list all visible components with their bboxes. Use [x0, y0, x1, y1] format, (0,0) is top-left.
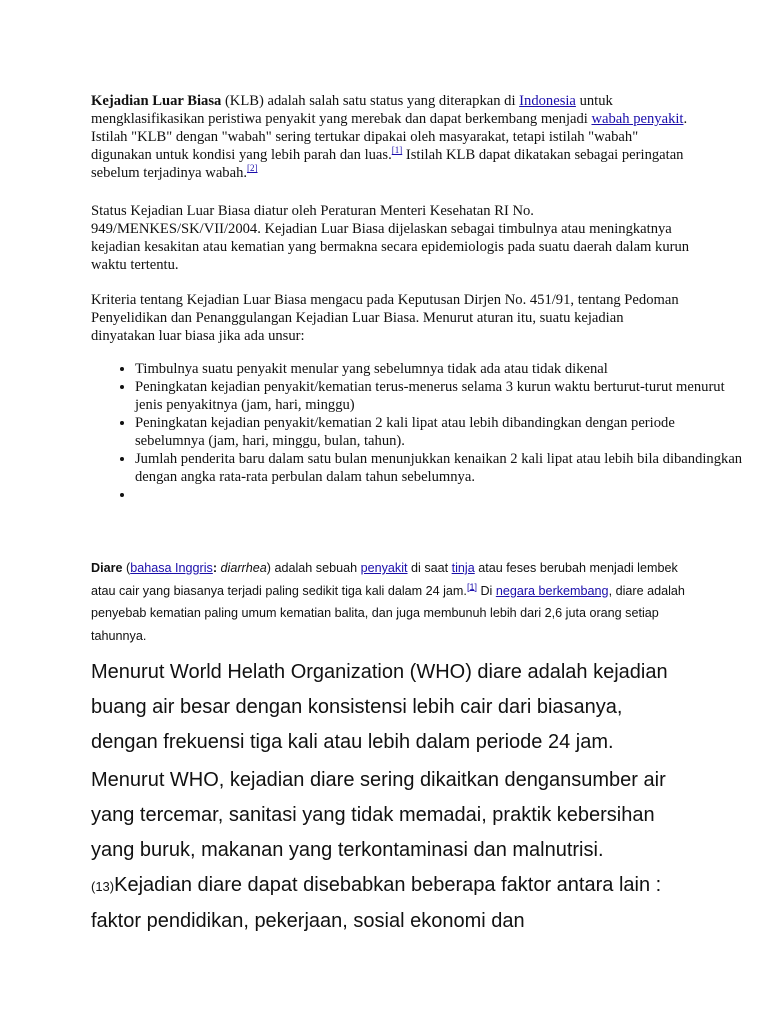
italic-term: diarrhea	[220, 561, 267, 575]
text: :	[212, 561, 221, 575]
text: ) adalah sebuah	[266, 561, 361, 575]
text: Kejadian diare dapat disebabkan beberapa faktor antara lain : faktor pendidikan, pekerjaan, sosial ekonomi dan	[91, 874, 662, 932]
diare-term: Diare	[91, 561, 123, 575]
klb-criteria-intro: Kriteria tentang Kejadian Luar Biasa mengacu pada Keputusan Dirjen No. 451/91, tentang Pedoman Penyelidikan dan Penanggulangan Kejadian Luar Biasa. Menurut aturan itu, suatu kejadian dinyatakan luar biasa jika ada unsur:	[91, 292, 679, 344]
klb-term: Kejadian Luar Biasa	[91, 93, 222, 109]
text: . Istilah "KLB" dengan "wabah" sering tertukar dipakai oleh masyarakat, tetapi istilah "wabah" digunakan untuk kondisi yang lebih parah dan luas.	[91, 111, 688, 163]
list-item-empty	[135, 486, 745, 504]
ref-1[interactable]: [1]	[466, 581, 477, 592]
link-bahasa-inggris[interactable]: bahasa Inggris	[130, 561, 213, 575]
text: , diare adalah penyebab kematian paling umum kematian balita, dan juga membunuh lebih dari 2,6 juta orang setiap tahunnya.	[91, 583, 685, 643]
link-penyakit[interactable]: penyakit	[360, 561, 408, 575]
klb-status-paragraph: Status Kejadian Luar Biasa diatur oleh Peraturan Menteri Kesehatan RI No. 949/MENKES/SK/VII/2004. Kejadian Luar Biasa dijelaskan sebagai timbulnya atau meningkatnya kejadian kesakitan atau kematian yang bermakna secara epidemiologis pada suatu daerah dalam kurun waktu tertentu.	[91, 203, 690, 273]
ref-1[interactable]: [1]	[391, 145, 403, 156]
klb-intro-paragraph	[91, 92, 691, 182]
text: Menurut WHO, kejadian diare sering dikaitkan dengansumber air yang tercemar, sanitasi yang tidak memadai, praktik kebersihan yang buruk, makanan yang terkontaminasi dan malnutrisi.	[91, 769, 666, 861]
list-item: • Timbulnya suatu penyakit menular yang sebelumnya tidak ada atau tidak dikenal	[135, 360, 745, 378]
who-definition-paragraph: Menurut World Helath Organization (WHO) diare adalah kejadian buang air besar dengan konsistensi lebih cair dari biasanya, dengan frekuensi tiga kali atau lebih dalam periode 24 jam.	[91, 661, 668, 753]
text: Di	[476, 583, 496, 598]
diare-definition-paragraph	[91, 557, 691, 647]
text: atau feses berubah menjadi lembek atau cair yang biasanya terjadi paling sedikit tiga kali dalam 24 jam.	[91, 561, 678, 598]
text: untuk mengklasifikasikan peristiwa penyakit yang merebak dan dapat berkembang menjadi	[91, 93, 613, 127]
text: (KLB) adalah salah satu status yang diterapkan di	[221, 93, 520, 109]
link-indonesia[interactable]: Indonesia	[519, 93, 576, 109]
text: (	[122, 561, 131, 575]
who-causes-paragraph	[91, 763, 691, 939]
link-wabah-penyakit[interactable]: wabah penyakit	[591, 111, 684, 127]
list-item: • Jumlah penderita baru dalam satu bulan menunjukkan kenaikan 2 kali lipat atau lebih bila dibandingkan dengan angka rata-rata perbulan dalam tahun sebelumnya.	[135, 450, 745, 486]
text: di saat	[407, 561, 452, 575]
klb-criteria-list	[91, 360, 745, 504]
ref-2[interactable]: [2]	[247, 163, 258, 174]
link-tinja[interactable]: tinja	[451, 561, 475, 575]
list-item: • Peningkatan kejadian penyakit/kematian terus-menerus selama 3 kurun waktu berturut-turut menurut jenis penyakitnya (jam, hari, minggu)	[135, 378, 745, 414]
link-negara-berkembang[interactable]: negara berkembang	[495, 583, 609, 598]
list-item: • Peningkatan kejadian penyakit/kematian 2 kali lipat atau lebih dibandingkan dengan periode sebelumnya (jam, hari, minggu, bulan, tahun).	[135, 414, 745, 450]
text: Istilah KLB dapat dikatakan sebagai peringatan sebelum terjadinya wabah.	[91, 147, 684, 181]
ref-13: (13)	[91, 879, 115, 894]
